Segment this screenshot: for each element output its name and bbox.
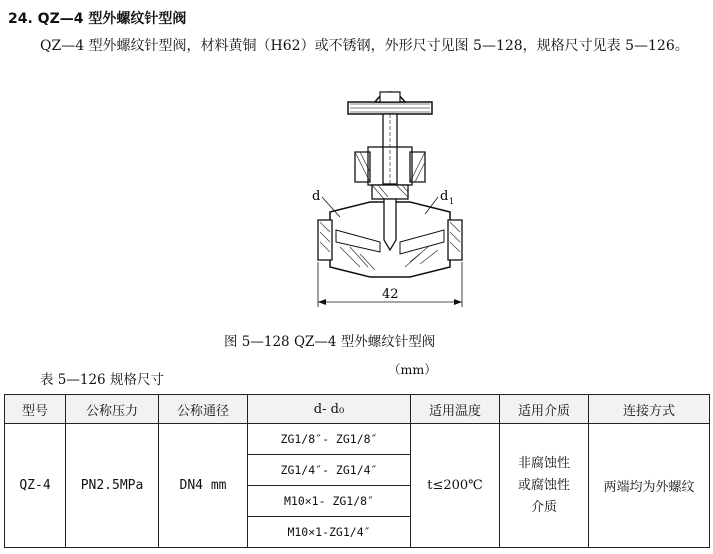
medium-line-2: 或腐蚀性: [517, 477, 570, 493]
label-d1: d: [440, 189, 449, 204]
header-medium: 适用介质: [500, 395, 589, 424]
section-heading: 24. QZ—4 型外螺纹针型阀: [8, 11, 187, 27]
cell-model: QZ-4: [5, 424, 66, 548]
cell-pressure: PN2.5MPa: [66, 424, 159, 548]
spec-table: [4, 394, 710, 548]
cell-thread-4: M10×1-ZG1/4″: [248, 517, 411, 548]
table-title: 表 5—126 规格尺寸: [40, 372, 164, 388]
header-thread: d- d₀: [248, 395, 411, 424]
dimension-label: 42: [382, 287, 399, 302]
cell-thread-1: ZG1/8″- ZG1/8″: [248, 424, 411, 455]
cell-thread-3: M10×1- ZG1/8″: [248, 486, 411, 517]
cell-diameter: DN4 mm: [159, 424, 248, 548]
table-row: [5, 424, 710, 455]
header-diameter: 公称通径: [159, 395, 248, 424]
table-header-row: [5, 395, 710, 424]
cell-thread-2: ZG1/4″- ZG1/4″: [248, 455, 411, 486]
cell-connection: 两端均为外螺纹: [589, 424, 710, 548]
cell-medium: [500, 424, 589, 548]
header-model: 型号: [5, 395, 66, 424]
header-pressure: 公称压力: [66, 395, 159, 424]
header-connection: 连接方式: [589, 395, 710, 424]
description-paragraph: QZ—4 型外螺纹针型阀，材料黄铜（H62）或不锈钢，外形尺寸见图 5—128，规格尺寸见表 5—126。: [40, 38, 689, 54]
unit-label: （mm）: [388, 362, 437, 377]
cell-temperature: t≤200℃: [411, 424, 500, 548]
header-temperature: 适用温度: [411, 395, 500, 424]
valve-drawing: [300, 82, 480, 312]
medium-line-1: 非腐蚀性: [517, 455, 570, 471]
label-d: d: [312, 189, 321, 204]
medium-line-3: 介质: [530, 499, 557, 515]
figure-caption: 图 5—128 QZ—4 型外螺纹针型阀: [224, 334, 436, 350]
label-d1-subscript: 1: [449, 197, 455, 206]
